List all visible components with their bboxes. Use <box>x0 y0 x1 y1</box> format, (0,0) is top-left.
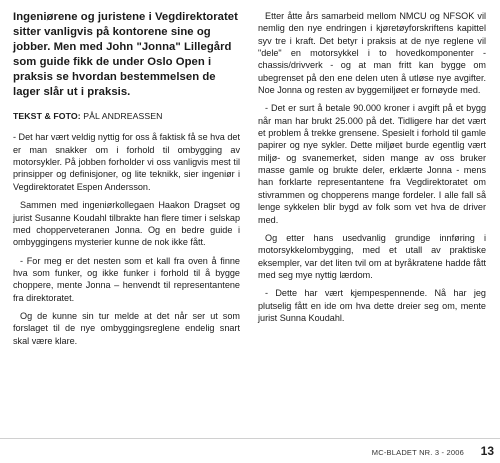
body-paragraph: Og de kunne sin tur melde at det når ser ut som forslaget til de nye ombyggingsreglene endelig snart skal være klare. <box>13 310 240 346</box>
magazine-issue: MC-BLADET NR. 3 - 2006 <box>371 448 464 457</box>
page-number: 13 <box>480 444 494 458</box>
byline-label: TEKST & FOTO: <box>13 111 81 122</box>
footer-divider <box>0 438 500 439</box>
body-paragraph: - Det har vært veldig nyttig for oss å faktisk få se hva det er man snakker om i forhold til ombygging av motorsykler. På jobben forholder vi oss vanligvis mest til prinsipper og definisjoner, og lite teknikk, sier ingeniør i Vegdirektoratet Espen Andersson. <box>13 132 240 192</box>
article-lead: Ingeniørene og juristene i Vegdirektoratet sitter vanligvis på kontorene sine og jobber. Men med John "Jonna" Lillegård som guide fikk de under Oslo Open i praksis se hvordan bestemmelsen de lager slår ut i praksis. <box>13 11 238 98</box>
byline <box>13 111 240 121</box>
right-column <box>258 10 486 330</box>
body-paragraph: Etter åtte års samarbeid mellom NMCU og NFSOK vil nemlig den nye endringen i kjøretøyforskriftens kapittel syv tre i kraft. Det betyr i praksis at de nye reglene vil "dele" en motorsykkel i to hovedkomponenter - chassis/drivverk - og at man fritt kan bygge om ubegrenset på den ene delen uten å utløse nye avgifter. Noe Jonna og resten av byggemiljøet er fornøyde med. <box>258 11 486 96</box>
body-paragraph: - Det er surt å betale 90.000 kroner i avgift på et bygg når man har brukt 25.000 på det. Tidligere har det vært et problem å trekke grensene. Spesielt i forhold til gamle papirer og nye sykler. Dette miljøet burde egentlig vært miljø- og svanemerket, siden mange av oss bruker masse gamle og brukte deler, erklærte Jonna - mens han forklarte representantene fra Vegdirektoratet om stivrammen og chopperens mange fordeler. I alle fall så lenge sykkelen blir bygd av folk som vet hva de driver med. <box>258 103 486 225</box>
body-paragraph: Sammen med ingeniørkollegaen Haakon Dragset og jurist Susanne Koudahl tilbrakte han flere timer i selskap med chopperveteranen Jonna. Og en bedre guide i ombyggingens mysterier kunne de nok ikke fått. <box>13 200 240 248</box>
body-paragraph: - Dette har vært kjempespennende. Nå har jeg plutselig fått en ide om hva dette dreier seg om, mente jurist Sunna Koudahl. <box>258 288 486 323</box>
body-paragraph: - For meg er det nesten som et kall fra oven å finne hva som funker, og ikke funker i forhold til å bygge choppere, mente Jonna – henvendt til representantene fra direktoratet. <box>13 255 240 303</box>
left-column <box>13 10 240 353</box>
page-footer <box>0 438 500 463</box>
column-gutter <box>249 10 250 430</box>
body-paragraph: Og etter hans usedvanlig grundige innføring i motorsykkelombygging, med et utall av praktiske eksempler, var det liten tvil om at byråkratene hadde fått med seg mye nyttig lærdom. <box>258 232 486 280</box>
byline-name: PÅL ANDREASSEN <box>83 111 163 122</box>
